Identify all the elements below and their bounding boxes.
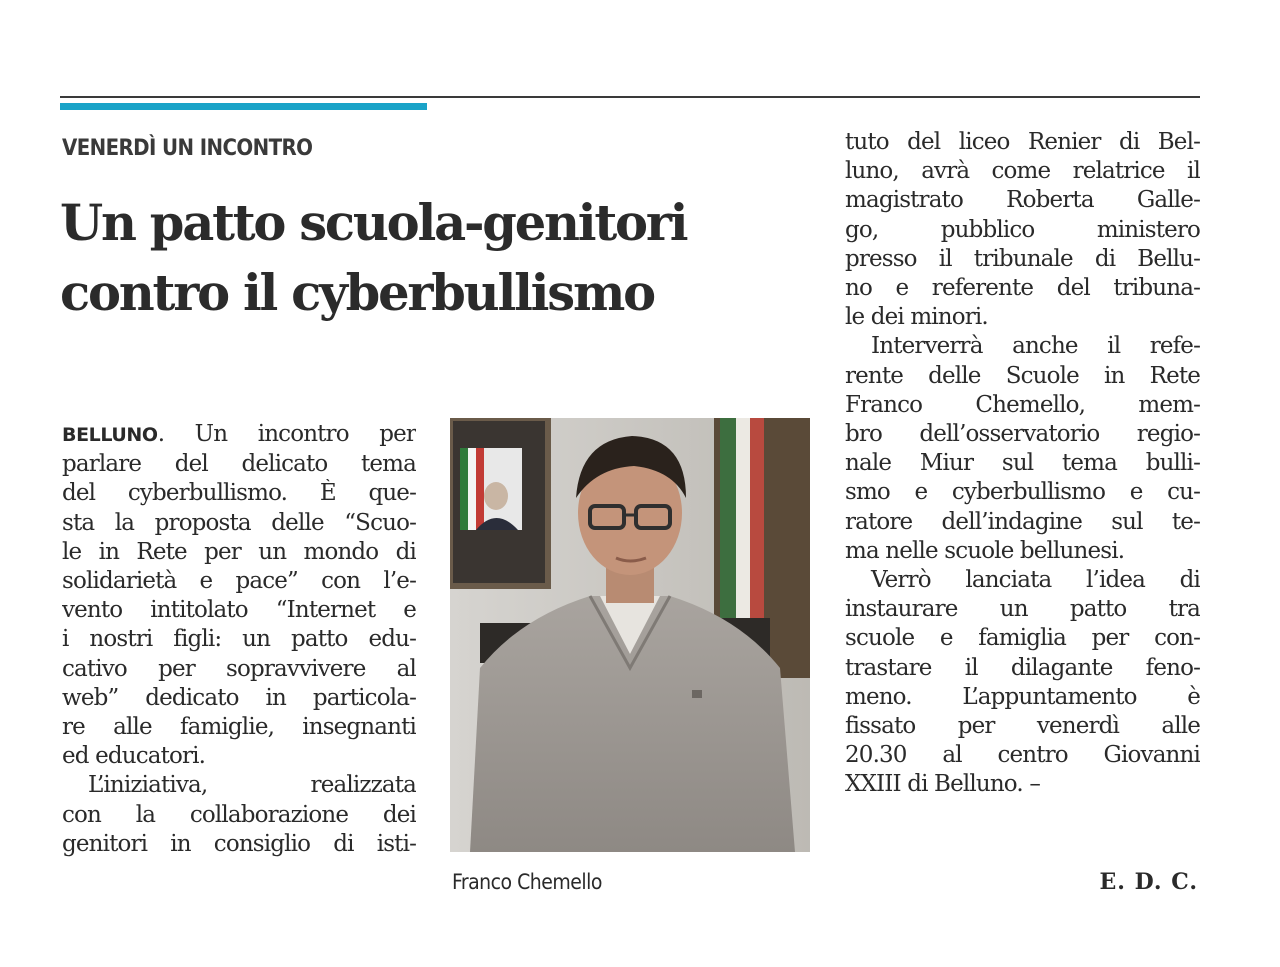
body-line: trastare il dilagante feno-	[845, 654, 1200, 681]
left-column	[62, 420, 416, 859]
body-line: ratore dell’indagine sul te-	[845, 508, 1200, 535]
accent-rule	[60, 103, 427, 110]
body-line: smo e cyberbullismo e cu-	[845, 479, 1200, 506]
body-line: meno. L’appuntamento è	[845, 683, 1200, 710]
body-line: magistrato Roberta Galle-	[845, 187, 1200, 214]
body-line: vento intitolato “Internet e	[62, 597, 416, 624]
headline	[60, 188, 830, 328]
body-line: i nostri figli: un patto edu-	[62, 626, 416, 653]
body-line: le dei minori.	[845, 304, 988, 331]
kicker: VENERDÌ UN INCONTRO	[62, 136, 313, 161]
body-line: go, pubblico ministero	[845, 216, 1200, 243]
dateline: BELLUNO	[62, 424, 158, 446]
body-line: bro dell’osservatorio regio-	[845, 421, 1200, 448]
body-line: sta la proposta delle “Scuo-	[62, 509, 416, 536]
body-line: instaurare un patto tra	[845, 596, 1200, 623]
right-column	[845, 128, 1200, 800]
body-line: fissato per venerdì alle	[845, 713, 1200, 740]
photo-caption: Franco Chemello	[452, 870, 602, 894]
body-line: tuto del liceo Renier di Bel-	[845, 129, 1200, 155]
body-line: presso il tribunale di Bellu-	[845, 245, 1200, 272]
body-line: BELLUNO. Un incontro per	[62, 421, 416, 447]
photo-franco-chemello	[450, 418, 810, 852]
body-line: re alle famiglie, insegnanti	[62, 714, 416, 741]
top-rule	[60, 96, 1200, 98]
body-line: ma nelle scuole bellunesi.	[845, 537, 1125, 564]
body-line: solidarietà e pace” con l’e-	[62, 568, 416, 595]
headline-line: contro il cyberbullismo	[60, 264, 654, 322]
byline: E. D. C.	[1099, 869, 1198, 895]
body-line: le in Rete per un mondo di	[62, 538, 416, 565]
body-line: scuole e famiglia per con-	[845, 625, 1200, 652]
body-line: genitori in consiglio di isti-	[62, 830, 416, 857]
body-line: 20.30 al centro Giovanni	[845, 742, 1200, 769]
body-line: Franco Chemello, mem-	[845, 391, 1200, 418]
body-line: Interverrà anche il refe-	[871, 333, 1200, 360]
portrait-illustration	[450, 418, 810, 852]
body-line: cativo per sopravvivere al	[62, 655, 416, 682]
body-line: rente delle Scuole in Rete	[845, 362, 1200, 389]
body-line: nale Miur sul tema bulli-	[845, 450, 1200, 477]
body-line: Verrò lanciata l’idea di	[871, 567, 1200, 594]
body-line: XXIII di Belluno. –	[845, 771, 1040, 798]
body-line: parlare del delicato tema	[62, 451, 416, 478]
body-line: luno, avrà come relatrice il	[845, 158, 1200, 185]
body-line: web” dedicato in particola-	[62, 684, 416, 711]
body-line: no e referente del tribuna-	[845, 275, 1200, 302]
body-line: ed educatori.	[62, 743, 206, 770]
body-line: L’iniziativa, realizzata	[88, 772, 416, 799]
body-line: con la collaborazione dei	[62, 801, 416, 828]
headline-line: Un patto scuola-genitori	[60, 194, 687, 252]
body-line: del cyberbullismo. È que-	[62, 480, 416, 507]
